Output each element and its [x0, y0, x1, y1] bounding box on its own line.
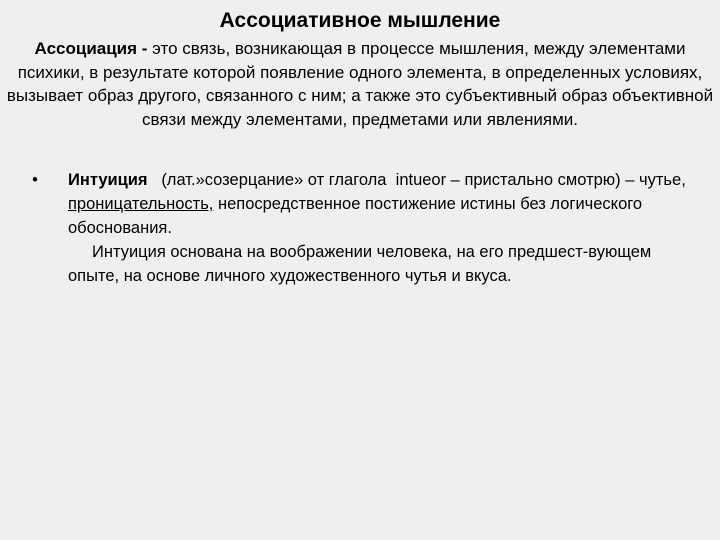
association-definition — [6, 37, 714, 131]
bullet-text — [68, 168, 698, 288]
definition-term: Ассоциация - — [34, 39, 148, 58]
intuition-bullet — [28, 168, 698, 288]
bullet-paragraph-2: Интуиция основана на воображении человека, на его предшест-вующем опыте, на основе личного художественного чутья и вкуса. — [68, 243, 652, 285]
bullet-term: Интуиция — [68, 171, 148, 189]
definition-text: это связь, возникающая в процессе мышления, между элементами психики, в результате которой появление одного элемента, в определенных условиях, вызывает образ другого, связанного с ним; а также это субъективный образ объективной связи между элементами, предметами или явлениями. — [6, 39, 714, 129]
bullet-text-after: непосредственное постижение истины без логического обоснования. — [68, 195, 643, 237]
bullet-marker: • — [32, 171, 38, 189]
slide-title: Ассоциативное мышление — [219, 9, 501, 32]
bullet-text-before: (лат.»созерцание» от глагола intueor – пристально смотрю) – чутье, — [147, 171, 691, 189]
bullet-underlined-word: проницательность, — [68, 195, 214, 213]
